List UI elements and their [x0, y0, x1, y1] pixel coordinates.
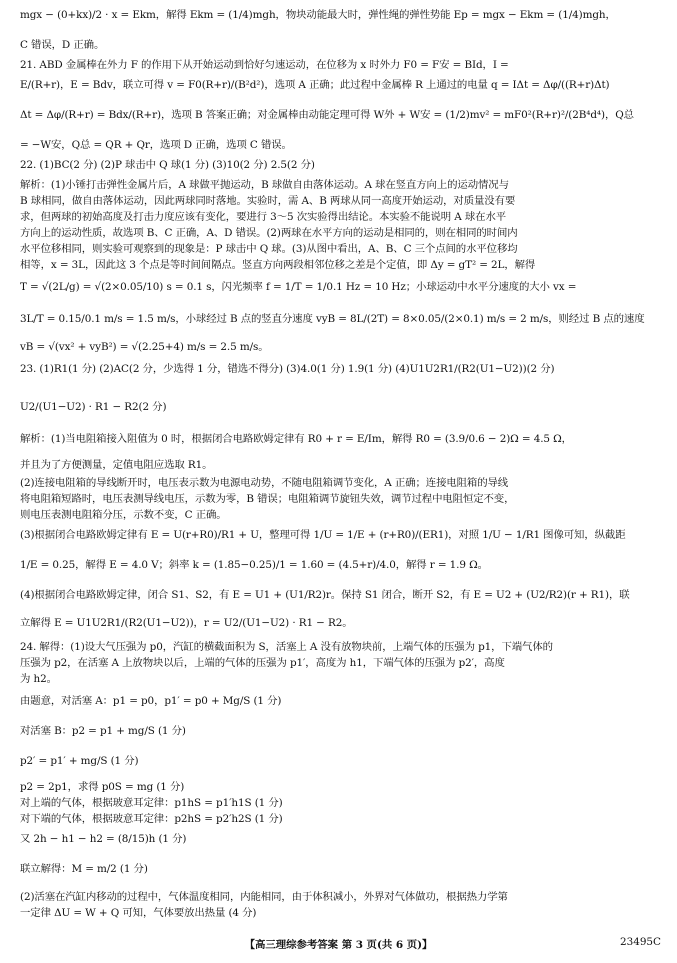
text-line: (4)根据闭合电路欧姆定律，闭合 S1、S2，有 E = U1 + (U1/R2)r。保持 S1 闭合，断开 S2，有 E = U2 + (U2/R2)(r + R1)，联 [20, 589, 630, 601]
text-line: 对下端的气体，根据玻意耳定律：p2hS = p2′h2S (1 分) [20, 813, 283, 825]
text-line: 压强为 p2，在活塞 A 上放物块以后，上端的气体的压强为 p1′，高度为 h1，下端气体的压强为 p2′，高度 [20, 657, 505, 669]
text-line: U2/(U1−U2) · R1 − R2(2 分) [20, 401, 167, 413]
text-line: 1/E = 0.25，解得 E = 4.0 V；斜率 k = (1.85−0.25)/1 = 1.60 = (4.5+r)/4.0，解得 r = 1.9 Ω。 [20, 559, 488, 571]
text-line: 解析：(1)当电阻箱接入阻值为 0 时，根据闭合电路欧姆定律有 R0 + r = E/Im，解得 R0 = (3.9/0.6 − 2)Ω = 4.5 Ω， [20, 433, 572, 445]
text-line: p2 = 2p1，求得 p0S = mg (1 分) [20, 781, 185, 793]
text-line: C 错误，D 正确。 [20, 39, 105, 51]
text-line: (3)根据闭合电路欧姆定律有 E = U(r+R0)/R1 + U，整理可得 1/U = 1/E + (r+R0)/(ER1)，对照 1/U − 1/R1 图像可知，纵截距 [20, 529, 626, 541]
text-line: 求，但两球的初始高度及打击力度应该有变化，要进行 3～5 次实验得出结论。本实验不能说明 A 球在水平 [20, 211, 507, 223]
text-line: 解析：(1)小锤打击弹性金属片后，A 球做平抛运动，B 球做自由落体运动。A 球在竖直方向上的运动情况与 [20, 179, 509, 191]
text-line: p2′ = p1′ + mg/S (1 分) [20, 755, 139, 767]
text-line: 23. (1)R1(1 分) (2)AC(2 分，少选得 1 分，错选不得分) (3)4.0(1 分) 1.9(1 分) (4)U1U2R1/(R2(U1−U2))(2 分) [20, 363, 555, 375]
text-line: (2)连接电阻箱的导线断开时，电压表示数为电源电动势，不随电阻箱调节变化，A 正确；连接电阻箱的导线 [20, 477, 509, 489]
text-line: 相等，x = 3L，因此这 3 个点是等时间间隔点。竖直方向两段相邻位移之差是个定值，即 Δy = gT² = 2L，解得 [20, 259, 536, 271]
document-code: 23495C [619, 936, 661, 948]
text-line: 24. 解得：(1)设大气压强为 p0，汽缸的横截面积为 S，活塞上 A 没有放物块前，上端气体的压强为 p1，下端气体的 [20, 641, 553, 653]
text-line: T = √(2L/g) = √(2×0.05/10) s = 0.1 s，闪光频率 f = 1/T = 1/0.1 Hz = 10 Hz；小球运动中水平分速度的大小 vx = [20, 281, 577, 293]
text-line: 并且为了方便测量，定值电阻应选取 R1。 [20, 459, 213, 471]
text-line: 又 2h − h1 − h2 = (8/15)h (1 分) [20, 833, 187, 845]
text-line: 立解得 E = U1U2R1/(R2(U1−U2))，r = U2/(U1−U2) · R1 − R2。 [20, 617, 353, 629]
text-line: E/(R+r)，E = Bdv，联立可得 v = F0(R+r)/(B²d²)，选项 A 正确；此过程中金属棒 R 上通过的电量 q = IΔt = Δφ/((R+r)Δt) [20, 79, 610, 91]
text-line: Δt = Δφ/(R+r) = Bdx/(R+r)，选项 B 答案正确；对金属棒由动能定理可得 W外 + W安 = (1/2)mv² = mF0²(R+r)²/(2B⁴d⁴)，Q总 [20, 109, 634, 121]
text-line: 为 h2。 [20, 673, 57, 685]
text-line: = −W安，Q总 = QR + Qr，选项 D 正确，选项 C 错误。 [20, 139, 292, 151]
text-line: 一定律 ΔU = W + Q 可知，气体要放出热量 (4 分) [20, 907, 257, 919]
text-line: 对活塞 B：p2 = p1 + mg/S (1 分) [20, 725, 186, 737]
text-line: 22. (1)BC(2 分) (2)P 球击中 Q 球(1 分) (3)10(2 分) 2.5(2 分) [20, 159, 315, 171]
text-line: 将电阻箱短路时，电压表测导线电压，示数为零，B 错误；电阻箱调节旋钮失效，调节过程中电阻恒定不变， [20, 493, 515, 505]
text-line: 3L/T = 0.15/0.1 m/s = 1.5 m/s，小球经过 B 点的竖直分速度 vyB = 8L/(2T) = 8×0.05/(2×0.1) m/s = 2 m/s，则经过 B 点的速度 [20, 313, 645, 325]
page-footer [0, 936, 677, 954]
text-line: 则电压表测电阻箱分压，示数不变，C 正确。 [20, 509, 227, 521]
text-line: (2)活塞在汽缸内移动的过程中，气体温度相同，内能相同，由于体积减小，外界对气体做功，根据热力学第 [20, 891, 508, 903]
text-line: 水平位移相同，则实验可观察到的现象是：P 球击中 Q 球。(3)从图中看出，A、B、C 三个点间的水平位移均 [20, 243, 518, 255]
text-line: 方向上的运动性质，故选项 B、C 正确，A、D 错误。(2)两球在水平方向的运动是相同的，则在相同的时间内 [20, 227, 518, 239]
text-line: B 球相同，做自由落体运动，因此两球同时落地。实验时，需 A、B 两球从同一高度开始运动，对质量没有要 [20, 195, 516, 207]
footer-title: 【高三理综参考答案 第 3 页(共 6 页)】 [244, 939, 433, 951]
text-line: 由题意，对活塞 A：p1 = p0，p1′ = p0 + Mg/S (1 分) [20, 695, 282, 707]
text-line: vB = √(vx² + vyB²) = √(2.25+4) m/s = 2.5 m/s。 [20, 341, 269, 353]
text-line: mgx − (0+kx)/2 · x = Ekm，解得 Ekm = (1/4)mgh，物块动能最大时，弹性绳的弹性势能 Ep = mgx − Ekm = (1/4)mgh， [20, 9, 616, 21]
text-line: 21. ABD 金属棒在外力 F 的作用下从开始运动到恰好匀速运动，在位移为 x 时外力 F0 = F安 = BId，I = [20, 59, 509, 71]
text-line: 联立解得：M = m/2 (1 分) [20, 863, 148, 875]
text-line: 对上端的气体，根据玻意耳定律：p1hS = p1′h1S (1 分) [20, 797, 283, 809]
